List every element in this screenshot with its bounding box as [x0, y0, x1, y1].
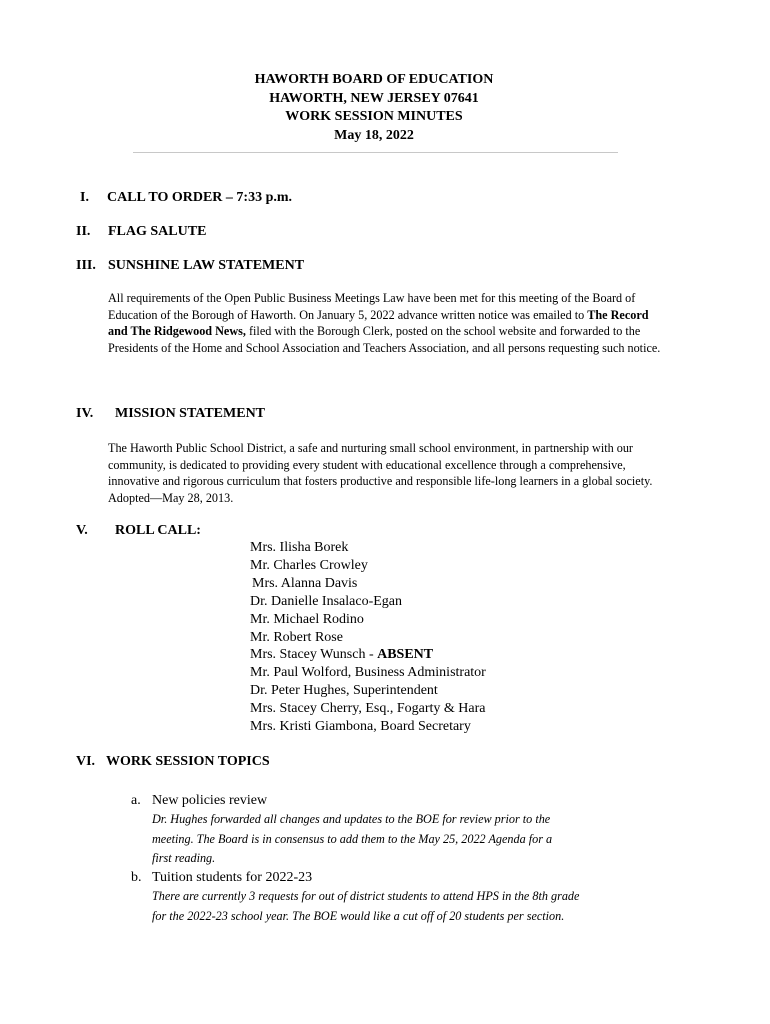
location: HAWORTH, NEW JERSEY 07641	[269, 90, 479, 106]
section-number: III.	[76, 258, 96, 273]
note-line: Dr. Hughes forwarded all changes and updates to the BOE for review prior to the	[152, 812, 551, 826]
section-number: V.	[76, 523, 88, 538]
attendee: Dr. Danielle Insalaco-Egan	[250, 593, 402, 609]
topic-notes	[152, 810, 552, 869]
section-number: II.	[76, 224, 91, 239]
section-call-to-order	[80, 189, 292, 207]
topic-new-policies	[131, 792, 267, 810]
attendee: Mrs. Alanna Davis	[252, 575, 358, 591]
topic-notes	[152, 887, 579, 926]
attendee: Dr. Peter Hughes, Superintendent	[250, 683, 438, 699]
absent-label: ABSENT	[377, 647, 434, 663]
note-line: There are currently 3 requests for out of district students to attend HPS in the 8th grade	[152, 889, 580, 903]
attendee: Mr. Charles Crowley	[250, 557, 368, 573]
document-title: WORK SESSION MINUTES	[285, 109, 463, 124]
document-header	[0, 71, 748, 145]
section-number: VI.	[76, 754, 96, 769]
section-title: MISSION STATEMENT	[115, 406, 266, 421]
sunshine-text-part2: filed with the Borough Clerk, posted on the school website and forwarded to the Presidents of the Home and School Association and Teachers Association, and all persons requesting such notice.	[108, 324, 661, 355]
attendee: Mr. Michael Rodino	[250, 611, 364, 627]
section-number: IV.	[76, 406, 94, 421]
section-title: WORK SESSION TOPICS	[106, 754, 270, 769]
note-line: first reading.	[152, 851, 216, 866]
attendee: Mrs. Stacey Cherry, Esq., Fogarty & Hara	[250, 701, 486, 717]
topic-tuition-students	[131, 869, 312, 887]
attendee-name: Mrs. Stacey Wunsch -	[250, 647, 378, 663]
section-flag-salute	[76, 223, 206, 241]
mission-text: The Haworth Public School District, a safe and nurturing small school environment, in partnership with our community, is dedicated to providing every student with educational excellence through a comprehensive, innovative and rigorous curriculum that fosters productive and responsible life-long learners in a global society. Adopted—May 28, 2013.	[108, 441, 653, 505]
topic-letter: a.	[131, 793, 141, 808]
section-sunshine-law	[76, 257, 304, 275]
section-roll-call	[76, 522, 201, 540]
topic-title: Tuition students for 2022-23	[152, 870, 313, 885]
sunshine-law-paragraph	[108, 290, 668, 356]
attendee: Mr. Paul Wolford, Business Administrator	[250, 665, 486, 681]
topic-letter: b.	[131, 870, 142, 885]
meeting-date: May 18, 2022	[334, 127, 414, 143]
section-title: FLAG SALUTE	[108, 224, 207, 239]
topic-title: New policies review	[152, 793, 268, 808]
section-mission-statement	[76, 405, 265, 423]
note-line: meeting. The Board is in consensus to add them to the May 25, 2022 Agenda for a	[152, 831, 553, 846]
note-line: for the 2022-23 school year. The BOE would like a cut off of 20 students per section.	[152, 908, 565, 923]
newspaper-names: The Record and The Ridgewood News,	[108, 307, 649, 339]
section-number: I.	[80, 190, 89, 205]
board-name: HAWORTH BOARD OF EDUCATION	[254, 72, 494, 87]
section-work-session-topics	[76, 753, 270, 771]
attendee: Mrs. Ilisha Borek	[250, 540, 349, 555]
section-title: ROLL CALL:	[115, 523, 201, 538]
sunshine-text-part1: All requirements of the Open Public Business Meetings Law have been met for this meeting of the Board of Education of the Borough of Haworth. On January 5, 2022 advance written notice was emailed to	[108, 291, 636, 322]
attendee-absent	[250, 646, 486, 664]
attendee: Mrs. Kristi Giambona, Board Secretary	[250, 719, 471, 735]
mission-statement-paragraph	[108, 440, 668, 506]
section-title: CALL TO ORDER – 7:33 p.m.	[107, 190, 293, 205]
roll-call-list	[250, 539, 486, 736]
section-title: SUNSHINE LAW STATEMENT	[108, 258, 305, 273]
attendee: Mr. Robert Rose	[250, 629, 343, 645]
header-divider	[133, 152, 618, 153]
